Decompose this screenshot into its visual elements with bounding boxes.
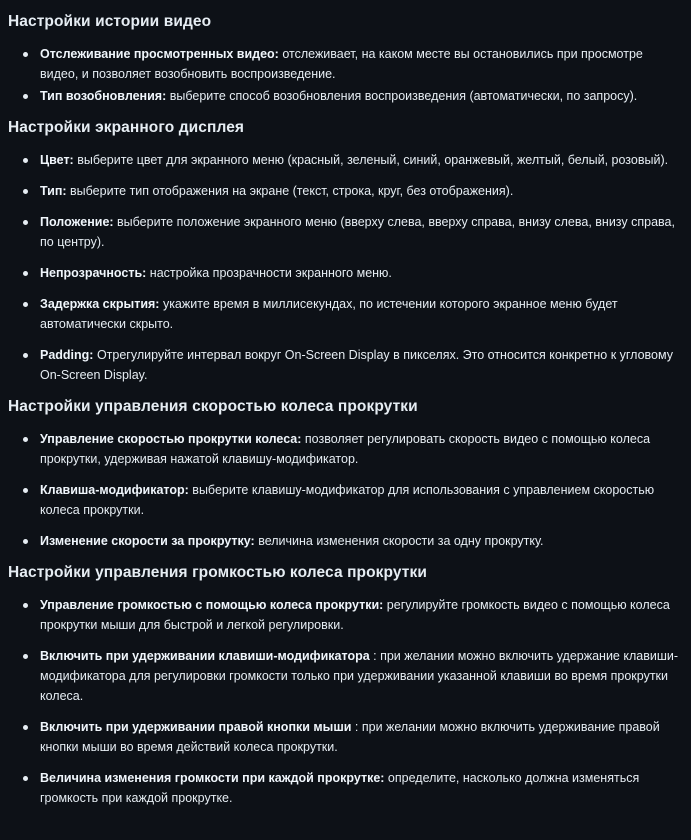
list-item	[40, 44, 683, 84]
list-wheel-volume	[8, 595, 683, 808]
item-text: определите, насколько должна изменяться громкость при каждой прокрутке.	[40, 771, 640, 805]
item-label: Отслеживание просмотренных видео:	[40, 47, 279, 61]
list-item	[40, 429, 683, 469]
list-item	[40, 768, 683, 808]
list-item	[40, 294, 683, 334]
item-label: Задержка скрытия:	[40, 297, 160, 311]
item-text: регулируйте громкость видео с помощью колеса прокрутки мыши для быстрой и легкой регулировки.	[40, 598, 670, 632]
section-heading-osd: Настройки экранного дисплея	[8, 119, 245, 136]
item-text: выберите тип отображения на экране (текст, строка, круг, без отображения).	[66, 184, 514, 198]
item-label: Непрозрачность:	[40, 266, 147, 280]
item-label: Величина изменения громкости при каждой прокрутке:	[40, 771, 385, 785]
list-item	[40, 263, 683, 283]
list-video-history	[8, 44, 683, 106]
item-label: Включить при удерживании клавиши-модификатора	[40, 649, 370, 663]
list-item	[40, 480, 683, 520]
item-text: отслеживает, на каком месте вы остановились при просмотре видео, и позволяет возобновить воспроизведение.	[40, 47, 643, 81]
item-label: Положение:	[40, 215, 114, 229]
list-item	[40, 150, 683, 170]
item-label: Клавиша-модификатор:	[40, 483, 189, 497]
section-heading-wheel-volume: Настройки управления громкостью колеса прокрутки	[8, 564, 427, 581]
section-heading-video-history: Настройки истории видео	[8, 13, 212, 30]
list-item	[40, 181, 683, 201]
list-osd	[8, 150, 683, 385]
section-heading-wheel-speed: Настройки управления скоростью колеса прокрутки	[8, 398, 418, 415]
list-item	[40, 717, 683, 757]
item-text: укажите время в миллисекундах, по истечении которого экранное меню будет автоматически скрыто.	[40, 297, 618, 331]
item-label: Цвет:	[40, 153, 74, 167]
item-text: выберите положение экранного меню (вверху слева, вверху справа, внизу слева, внизу справа, по центру).	[40, 215, 675, 249]
item-label: Тип возобновления:	[40, 89, 167, 103]
list-item	[40, 595, 683, 635]
list-item	[40, 345, 683, 385]
item-text: позволяет регулировать скорость видео с помощью колеса прокрутки, удерживая нажатой клавишу-модификатор.	[40, 432, 651, 466]
item-text: : при желании можно включить удержание клавиши-модификатора для регулировки громкости только при удерживании указанной клавиши во время прокрутки колеса.	[40, 649, 679, 703]
item-text: выберите цвет для экранного меню (красный, зеленый, синий, оранжевый, желтый, белый, розовый).	[73, 153, 669, 167]
item-text: величина изменения скорости за одну прокрутку.	[254, 534, 544, 548]
list-item	[40, 646, 683, 706]
list-wheel-speed	[8, 429, 683, 551]
item-label: Padding:	[40, 348, 94, 362]
item-label: Изменение скорости за прокрутку:	[40, 534, 255, 548]
list-item	[40, 86, 683, 106]
item-text: выберите способ возобновления воспроизведения (автоматически, по запросу).	[166, 89, 638, 103]
item-text: : при желании можно включить удерживание правой кнопки мыши во время действий колеса прокрутки.	[40, 720, 660, 754]
item-text: Отрегулируйте интервал вокруг On-Screen Display в пикселях. Это относится конкретно к угловому On-Screen Display.	[40, 348, 673, 382]
list-item	[40, 212, 683, 252]
item-label: Включить при удерживании правой кнопки мыши	[40, 720, 352, 734]
item-label: Управление скоростью прокрутки колеса:	[40, 432, 302, 446]
item-label: Тип:	[40, 184, 67, 198]
item-text: выберите клавишу-модификатор для использования с управлением скоростью колеса прокрутки.	[40, 483, 655, 517]
item-text: настройка прозрачности экранного меню.	[146, 266, 392, 280]
item-label: Управление громкостью с помощью колеса прокрутки:	[40, 598, 384, 612]
list-item	[40, 531, 683, 551]
